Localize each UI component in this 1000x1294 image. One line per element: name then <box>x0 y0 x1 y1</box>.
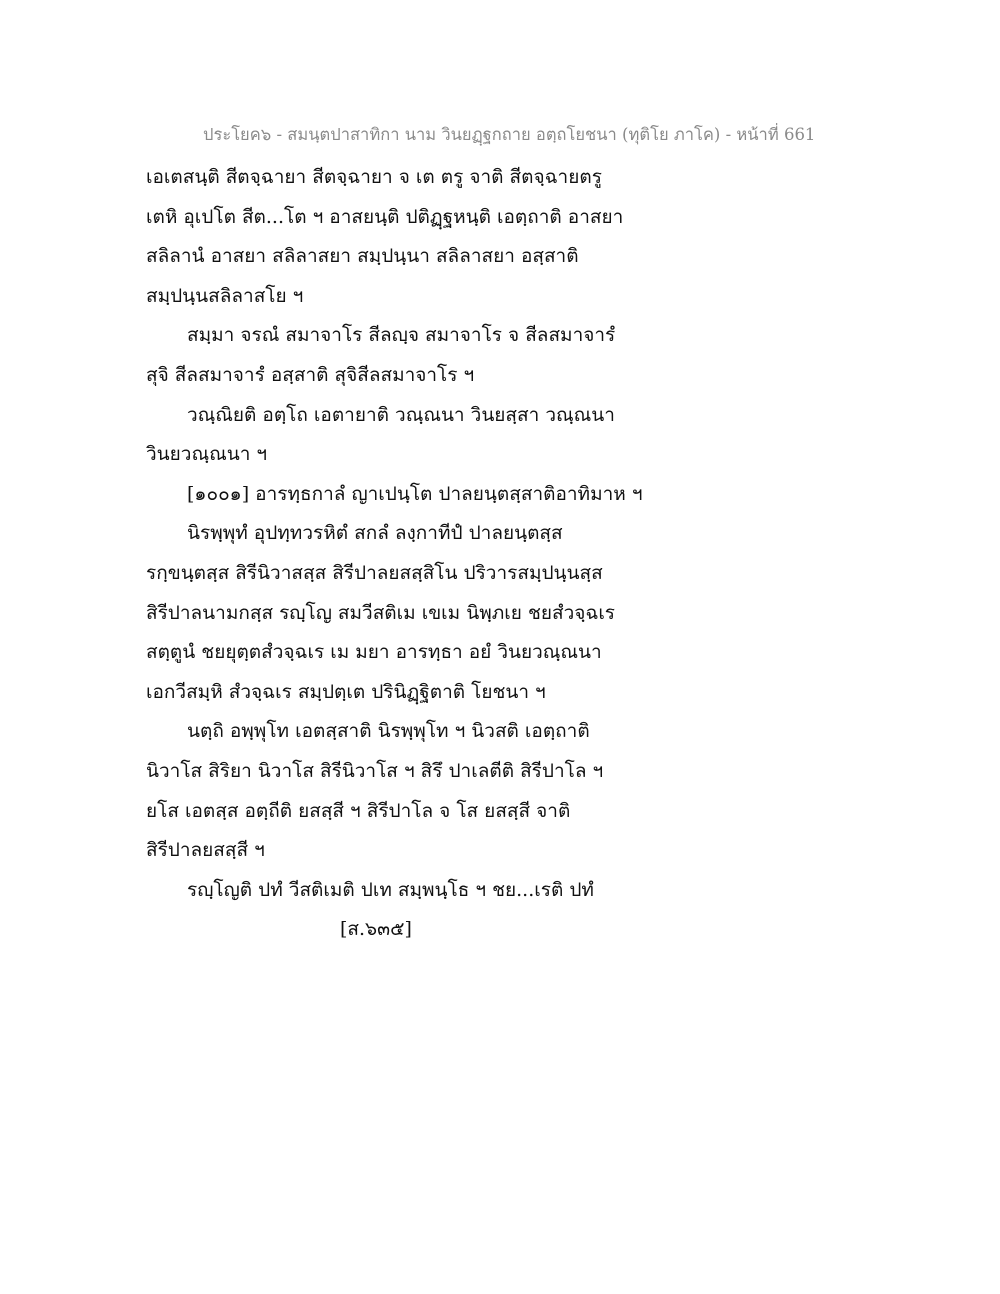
page-reference: [ส.๖๓๕] <box>340 918 412 940</box>
text-line: นิวาโส สิริยา นิวาโส สิรีนิวาโส ฯ สิรึ ปาเลตีติ สิรีปาโล ฯ <box>146 759 604 782</box>
text-line: วินยวณฺณนา ฯ <box>146 443 268 466</box>
text-line-paragraph-start: สมฺมา จรณํ สมาจาโร สีลญฺจ สมาจาโร จ สีลสมาจารํ <box>187 324 616 347</box>
text-line: เตหิ อุเปโต สีต...โต ฯ อาสยนฺติ ปติฏฺฐหนฺติ เอตฺถาติ อาสยา <box>146 205 624 228</box>
text-line: สิรีปาลยสสฺสี ฯ <box>146 839 265 862</box>
text-line: สิรีปาลนามกสฺส รญฺโญ สมวีสติเม เขเม นิพฺภเย ชยสํวจฺฉเร <box>146 601 616 624</box>
text-line: ยโส เอตสฺส อตฺถีติ ยสสฺสี ฯ สิรีปาโล จ โส ยสสฺสี จาติ <box>146 799 571 822</box>
running-header: ประโยค๖ - สมนฺตปาสาทิกา นาม วินยฏฺฐกถาย อตฺถโยชนา (ทุติโย ภาโค) - หน้าที่ 661 <box>203 125 816 144</box>
text-line: สมฺปนฺนสลิลาสโย ฯ <box>146 284 304 307</box>
text-line: สตฺตูนํ ชยยุตฺตสํวจฺฉเร เม มยา อารทฺธา อยํ วินยวณฺณนา <box>146 641 602 664</box>
text-line: เอกวีสมฺหิ สํวจฺฉเร สมฺปตฺเต ปรินิฏฺฐิตาติ โยชนา ฯ <box>146 680 546 703</box>
text-line-paragraph-start: วณฺณิยติ อตฺโถ เอตายาติ วณฺณนา วินยสฺสา วณฺณนา <box>187 403 615 426</box>
text-line-paragraph-start: นตฺถิ อพฺพุโท เอตสฺสาติ นิรพฺพุโท ฯ นิวสติ เอตฺถาติ <box>187 720 590 743</box>
text-line-paragraph-start: นิรพฺพุทํ อุปทฺทวรหิตํ สกลํ ลงฺกาทีปํ ปาลยนฺตสฺส <box>187 522 563 545</box>
text-line: สลิลานํ อาสยา สลิลาสยา สมฺปนฺนา สลิลาสยา อสฺสาติ <box>146 245 579 268</box>
text-line-paragraph-start: [๑๐๐๑] อารทฺธกาลํ ญาเปนฺโต ปาลยนฺตสฺสาติอาทิมาห ฯ <box>187 482 643 505</box>
body-text <box>146 158 646 910</box>
text-line: เอเตสนฺติ สีตจฺฉายา สีตจฺฉายา จ เต ตรู จาติ สีตจฺฉายตรู <box>146 166 602 188</box>
text-line: สุจิ สีลสมาจารํ อสฺสาติ สุจิสีลสมาจาโร ฯ <box>146 363 475 386</box>
text-line: รกฺขนฺตสฺส สิรีนิวาสสฺส สิรีปาลยสสฺสิโน ปริวารสมฺปนฺนสฺส <box>146 561 603 584</box>
text-line-paragraph-start: รญฺโญติ ปทํ วีสติเมติ ปเท สมฺพนฺโธ ฯ ชย...เรติ ปทํ <box>187 878 594 901</box>
